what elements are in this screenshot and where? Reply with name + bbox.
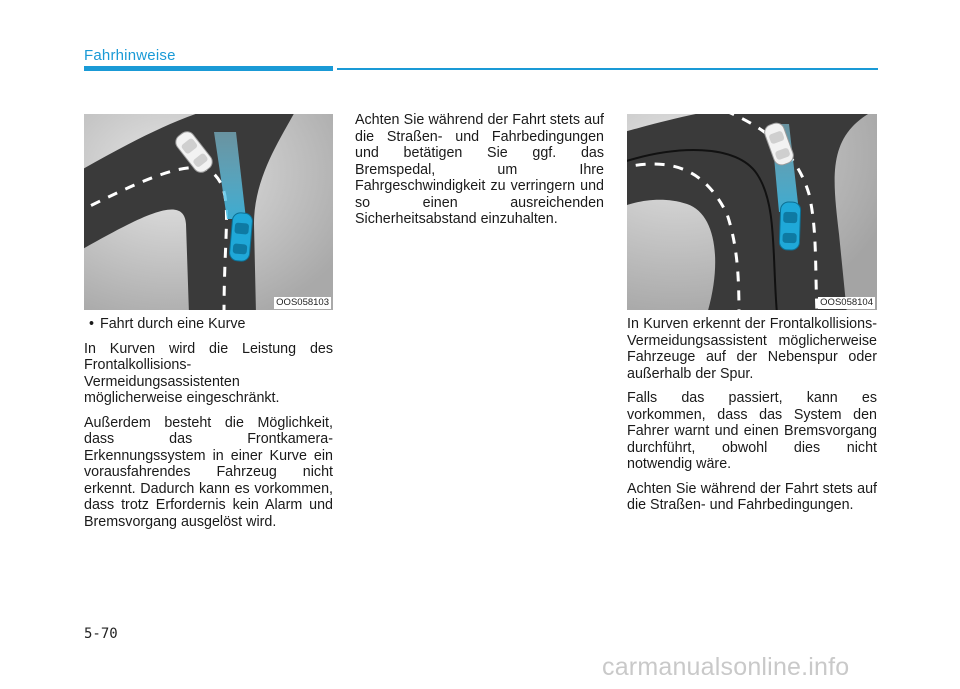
section-title: Fahrhinweise	[84, 47, 176, 64]
paragraph: Außerdem besteht die Möglichkeit, dass das Frontkamera-Erkennungssystem in einer Kurve ein vorausfahrendes Fahrzeug nicht erkennt. Dadurch kann es vorkommen, dass trotz Erfordernis kein Alarm und Bremsvorgang ausgelöst wird.	[84, 414, 333, 530]
watermark: carmanualsonline.info	[602, 653, 850, 681]
car-single-lane-curve-illustration	[84, 114, 333, 310]
paragraph: Falls das passiert, kann es vorkommen, dass das System den Fahrer warnt und einen Bremsvorgang durchführt, obwohl dies nicht notwendig wäre.	[627, 390, 877, 472]
column-1	[84, 316, 333, 538]
column-2	[355, 112, 604, 236]
header-rule-thick	[84, 66, 333, 71]
car-two-lane-curve-illustration	[627, 114, 877, 310]
paragraph: In Kurven erkennt der Frontalkollisions-Vermeidungsassistent möglicherweise Fahrzeuge auf der Nebenspur oder außerhalb der Spur.	[627, 316, 877, 382]
figure-right	[627, 114, 877, 310]
page-number: 5-70	[84, 626, 118, 642]
paragraph: Achten Sie während der Fahrt stets auf die Straßen- und Fahrbedingungen und betätigen Sie ggf. das Bremspedal, um Ihre Fahrgeschwindigkeit zu verringern und so einen ausreichenden Sicherheitsabstand einzuhalten.	[355, 112, 604, 227]
column-3	[627, 316, 877, 522]
figure-left	[84, 114, 333, 310]
paragraph: Achten Sie während der Fahrt stets auf die Straßen- und Fahrbedingungen.	[627, 480, 877, 513]
bullet-curve-driving: • Fahrt durch eine Kurve	[84, 316, 333, 333]
header-rule-thin	[337, 68, 878, 70]
figure-code: OOS058104	[820, 297, 873, 308]
figure-code: OOS058103	[276, 297, 329, 308]
paragraph: In Kurven wird die Leistung des Frontalkollisions-Vermeidungsassistenten möglicherweise eingeschränkt.	[84, 340, 333, 406]
